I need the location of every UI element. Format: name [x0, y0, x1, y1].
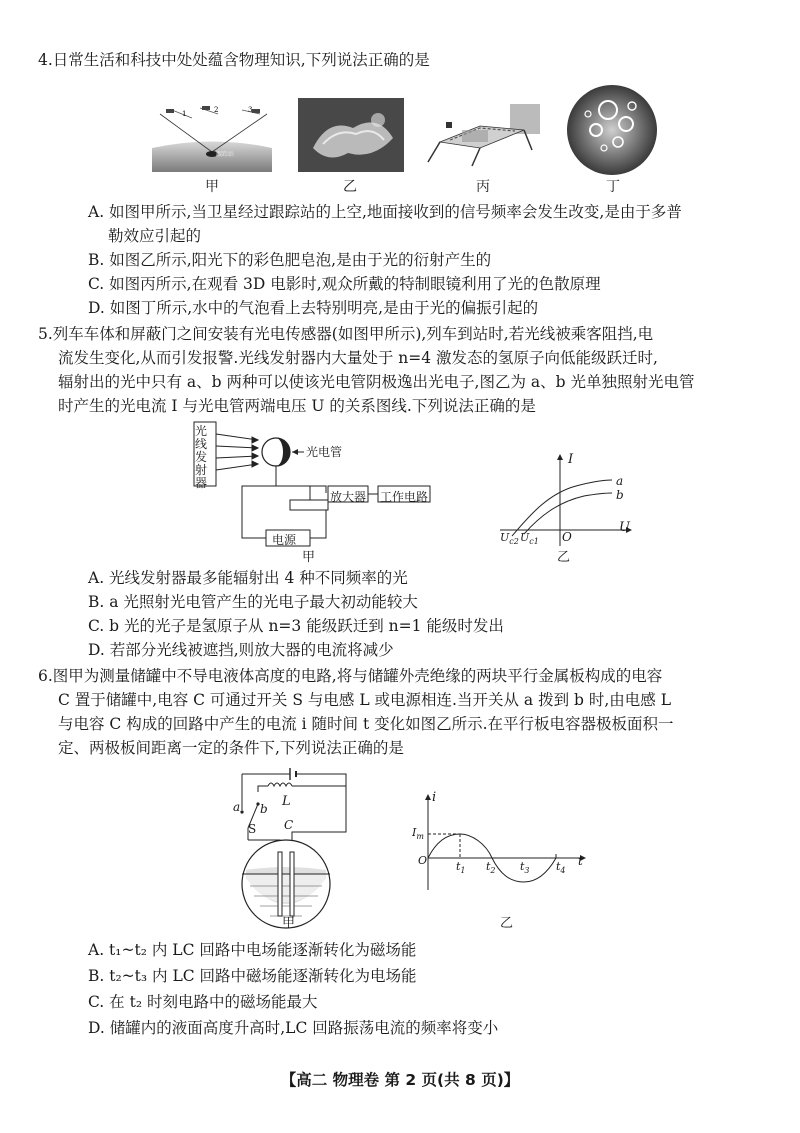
q5-fig-label-yi: 乙 — [557, 550, 571, 565]
q6-fig-label-jia: 甲 — [282, 916, 296, 931]
q6-inductor-label: L — [282, 794, 291, 809]
q4-option-c: C. 如图丙所示,在观看 3D 电影时,观众所戴的特制眼镜利用了光的色散原理 — [88, 275, 601, 293]
q5-fig-label-jia: 甲 — [302, 550, 316, 565]
q5-phototube-label: 光电管 — [306, 445, 343, 459]
q4-photo-satellite — [152, 100, 272, 172]
q6-stem-line2: C 置于储罐中,电容 C 可通过开关 S 与电感 L 或电源相连.当开关从 a 拨到 b 时,由电感 L — [58, 691, 671, 709]
q6-option-d: D. 储罐内的液面高度升高时,LC 回路振荡电流的频率将变小 — [88, 1019, 499, 1037]
q4-photo-soap-bubble — [298, 98, 404, 172]
q5-graph-b-label: b — [616, 488, 624, 502]
q4-option-d: D. 如图丁所示,水中的气泡看上去特别明亮,是由于光的偏振引起的 — [88, 299, 539, 317]
q4-label-ding: 丁 — [606, 179, 620, 195]
q4-label-yi: 乙 — [343, 179, 357, 195]
q6-graph-it — [410, 790, 600, 900]
q5-stem-line2: 流发生变化,从而引发报警.光线发射器内大量处于 n=4 激发态的氢原子向低能级跃迁时, — [58, 349, 658, 367]
q5-work-circuit-label: 工作电路 — [380, 490, 429, 504]
satellite-num-3: 3 — [248, 106, 253, 114]
q5-amplifier-label: 放大器 — [330, 490, 367, 504]
q4-label-jia: 甲 — [205, 179, 219, 195]
q6-option-c: C. 在 t₂ 时刻电路中的磁场能最大 — [88, 993, 318, 1011]
q5-graph-origin: O — [562, 530, 572, 544]
q6-graph-i-label: i — [432, 790, 437, 805]
q5-graph-uc1: $U_{c1}$ — [520, 531, 539, 547]
q6-graph-t-label: t — [578, 854, 583, 868]
q5-graph-u-label: U — [619, 520, 630, 535]
q4-option-b: B. 如图乙所示,阳光下的彩色肥皂泡,是由于光的衍射产生的 — [88, 251, 492, 269]
q6-graph-t3: $t_3$ — [520, 860, 530, 876]
q5-option-b: B. a 光照射光电管产生的光电子最大初动能较大 — [88, 593, 418, 611]
satellite-num-2: 2 — [214, 106, 219, 114]
satellite-num-1: 1 — [182, 110, 187, 118]
q4-option-a-line1: A. 如图甲所示,当卫星经过跟踪站的上空,地面接收到的信号频率会发生改变,是由于多普 — [88, 203, 682, 221]
q5-stem-line3: 辐射出的光中只有 a、b 两种可以使该光电管阴极逸出光电子,图乙为 a、b 光单独照射光电管 — [58, 373, 695, 391]
q5-option-a: A. 光线发射器最多能辐射出 4 种不同频率的光 — [88, 569, 408, 587]
q6-option-b: B. t₂~t₃ 内 LC 回路中磁场能逐渐转化为电场能 — [88, 967, 417, 985]
q6-graph-origin: O — [418, 854, 428, 867]
q5-option-d: D. 若部分光线被遮挡,则放大器的电流将减少 — [88, 641, 394, 659]
q4-photo-3d-glasses — [420, 100, 542, 172]
q4-photo-water-bubbles — [566, 84, 658, 176]
q4-option-a-line2: 勒效应引起的 — [108, 227, 202, 245]
q4-label-bing: 丙 — [476, 179, 490, 195]
q5-stem-line4: 时产生的光电流 I 与光电管两端电压 U 的关系图线.下列说法正确的是 — [58, 397, 536, 415]
q6-stem-line4: 定、两极板间距离一定的条件下,下列说法正确的是 — [58, 739, 404, 757]
q6-switch-b-label: b — [260, 802, 268, 816]
q5-graph-a-label: a — [616, 474, 624, 488]
q6-switch-a-label: a — [233, 800, 241, 814]
q6-stem-line1: 6.图甲为测量储罐中不导电液体高度的电路,将与储罐外壳绝缘的两块平行金属板构成的电容 — [38, 667, 663, 685]
q5-option-c: C. b 光的光子是氢原子从 n=3 能级跃迁到 n=1 能级时发出 — [88, 617, 504, 635]
q6-stem-line3: 与电容 C 构成的回路中产生的电流 i 随时间 t 变化如图乙所示.在平行板电容器极板面积一 — [58, 715, 674, 733]
q5-graph-i-label: I — [568, 452, 574, 467]
q6-option-a: A. t₁~t₂ 内 LC 回路中电场能逐渐转化为磁场能 — [88, 941, 417, 959]
q6-graph-t2: $t_2$ — [486, 860, 496, 876]
tracking-station-label: 跟踪站 — [216, 151, 235, 158]
q6-graph-t1: $t_1$ — [456, 860, 466, 876]
q5-power-label: 电源 — [272, 533, 297, 547]
q6-fig-label-yi: 乙 — [500, 916, 514, 931]
page-footer: 【高二 物理卷 第 2 页(共 8 页)】 — [280, 1071, 520, 1089]
q6-graph-im: $I_m$ — [412, 826, 424, 842]
q5-stem-line1: 5.列车车体和屏蔽门之间安装有光电传感器(如图甲所示),列车到站时,若光线被乘客阻挡,电 — [38, 325, 654, 343]
q6-figure-tank — [228, 760, 368, 930]
q5-graph-uc2: $U_{c2}$ — [500, 531, 519, 547]
q4-stem: 4.日常生活和科技中处处蕴含物理知识,下列说法正确的是 — [38, 51, 430, 69]
q5-emitter-label: 光线发射器 — [195, 424, 208, 490]
q6-switch-s-label: S — [248, 822, 257, 836]
q6-graph-t4: $t_4$ — [556, 860, 566, 876]
q6-capacitor-label: C — [284, 818, 294, 832]
